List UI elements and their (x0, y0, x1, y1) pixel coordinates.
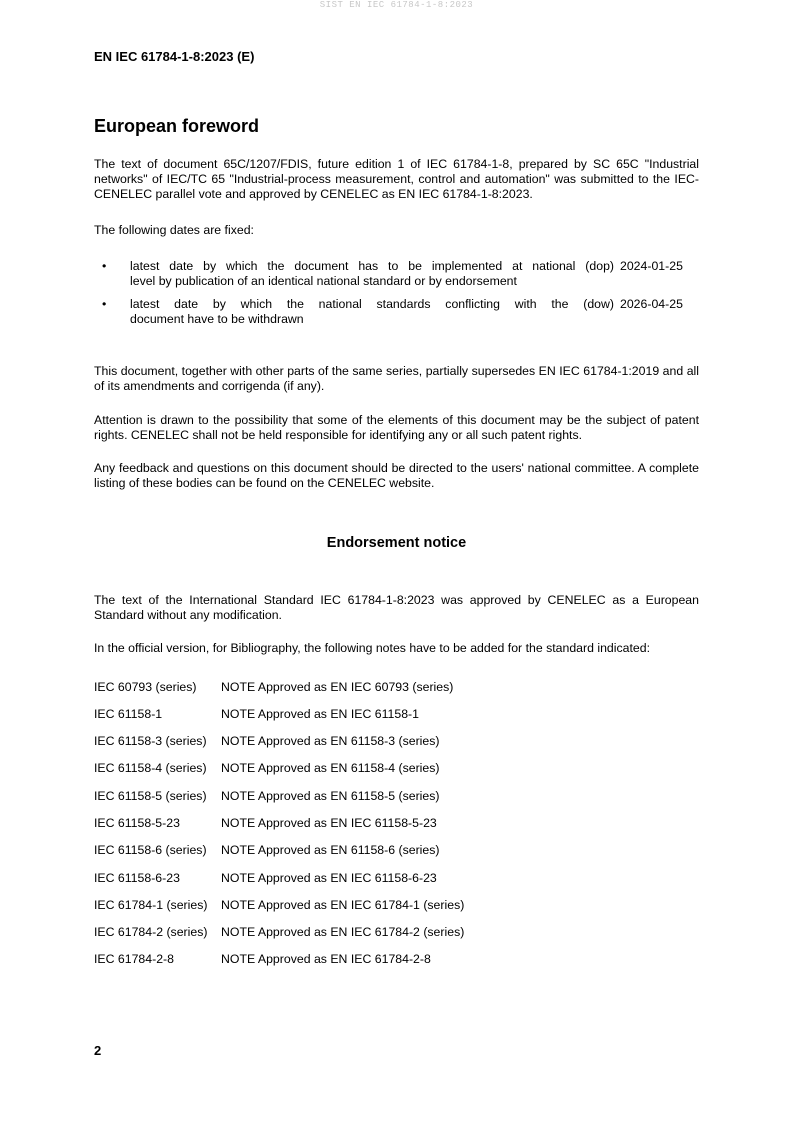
bib-note: NOTE Approved as EN IEC 61784-2-8 (221, 952, 431, 966)
bib-note: NOTE Approved as EN IEC 61158-6-23 (221, 871, 437, 885)
bib-reference: IEC 61158-3 (series) (94, 734, 207, 748)
bib-note: NOTE Approved as EN 61158-6 (series) (221, 843, 440, 857)
bib-note: NOTE Approved as EN IEC 61158-1 (221, 707, 419, 721)
bib-reference: IEC 61158-5-23 (94, 816, 180, 830)
date-value: 2026-04-25 (620, 297, 683, 311)
date-item-text (130, 297, 614, 327)
bib-reference: IEC 61158-6-23 (94, 871, 180, 885)
endorsement-text: The text of the International Standard IEC 61784-1-8:2023 was approved by CENELEC as a European Standard without any modification. (94, 593, 699, 622)
bib-note: NOTE Approved as EN 61158-5 (series) (221, 789, 440, 803)
bib-reference: IEC 61784-2-8 (94, 952, 174, 966)
bib-note: NOTE Approved as EN 61158-3 (series) (221, 734, 440, 748)
bib-reference: IEC 61158-5 (series) (94, 789, 207, 803)
foreword-title: European foreword (94, 116, 260, 136)
date-item-line2: document have to be withdrawn (130, 312, 304, 326)
page-number: 2 (94, 1043, 102, 1058)
bib-reference: IEC 61158-4 (series) (94, 761, 207, 775)
date-item-line2: level by publication of an identical national standard or by endorsement (130, 274, 517, 288)
bib-reference: IEC 61158-1 (94, 707, 163, 721)
bib-reference: IEC 61784-2 (series) (94, 925, 208, 939)
dates-intro: The following dates are fixed: (94, 223, 254, 237)
bib-note: NOTE Approved as EN IEC 61158-5-23 (221, 816, 437, 830)
date-item-line1: latest date by which the document has to be implemented at national (dop) (130, 259, 614, 273)
foreword-intro: The text of document 65C/1207/FDIS, future edition 1 of IEC 61784-1-8, prepared by SC 65C "Industrial networks" of IEC/TC 65 "Industrial-process measurement, control and automation" was submitted to the IEC-CENELEC parallel vote and approved by CENELEC as EN IEC 61784-1-8:2023. (94, 157, 699, 201)
bib-note: NOTE Approved as EN IEC 60793 (series) (221, 680, 454, 694)
feedback-paragraph: Any feedback and questions on this document should be directed to the users' national committee. A complete listing of these bodies can be found on the CENELEC website. (94, 461, 699, 490)
bullet: • (102, 297, 107, 311)
bullet: • (102, 259, 107, 273)
bib-note: NOTE Approved as EN IEC 61784-1 (series) (221, 898, 465, 912)
watermark: SIST EN IEC 61784-1-8:2023 (319, 0, 474, 10)
bibliography-intro: In the official version, for Bibliography, the following notes have to be added for the standard indicated: (94, 641, 650, 655)
document-id-header: EN IEC 61784-1-8:2023 (E) (94, 49, 255, 64)
bib-reference: IEC 60793 (series) (94, 680, 197, 694)
bib-reference: IEC 61784-1 (series) (94, 898, 208, 912)
endorsement-title: Endorsement notice (326, 535, 467, 551)
bib-note: NOTE Approved as EN IEC 61784-2 (series) (221, 925, 465, 939)
date-item-text (130, 259, 614, 289)
supersedes-paragraph: This document, together with other parts of the same series, partially supersedes EN IEC 61784-1:2019 and all of its amendments and corrigenda (if any). (94, 364, 699, 393)
bib-note: NOTE Approved as EN 61158-4 (series) (221, 761, 440, 775)
date-value: 2024-01-25 (620, 259, 683, 273)
date-item-line1: latest date by which the national standards conflicting with the (dow) (130, 297, 614, 311)
bib-reference: IEC 61158-6 (series) (94, 843, 207, 857)
patent-paragraph: Attention is drawn to the possibility that some of the elements of this document may be the subject of patent rights. CENELEC shall not be held responsible for identifying any or all such patent rights. (94, 413, 699, 442)
